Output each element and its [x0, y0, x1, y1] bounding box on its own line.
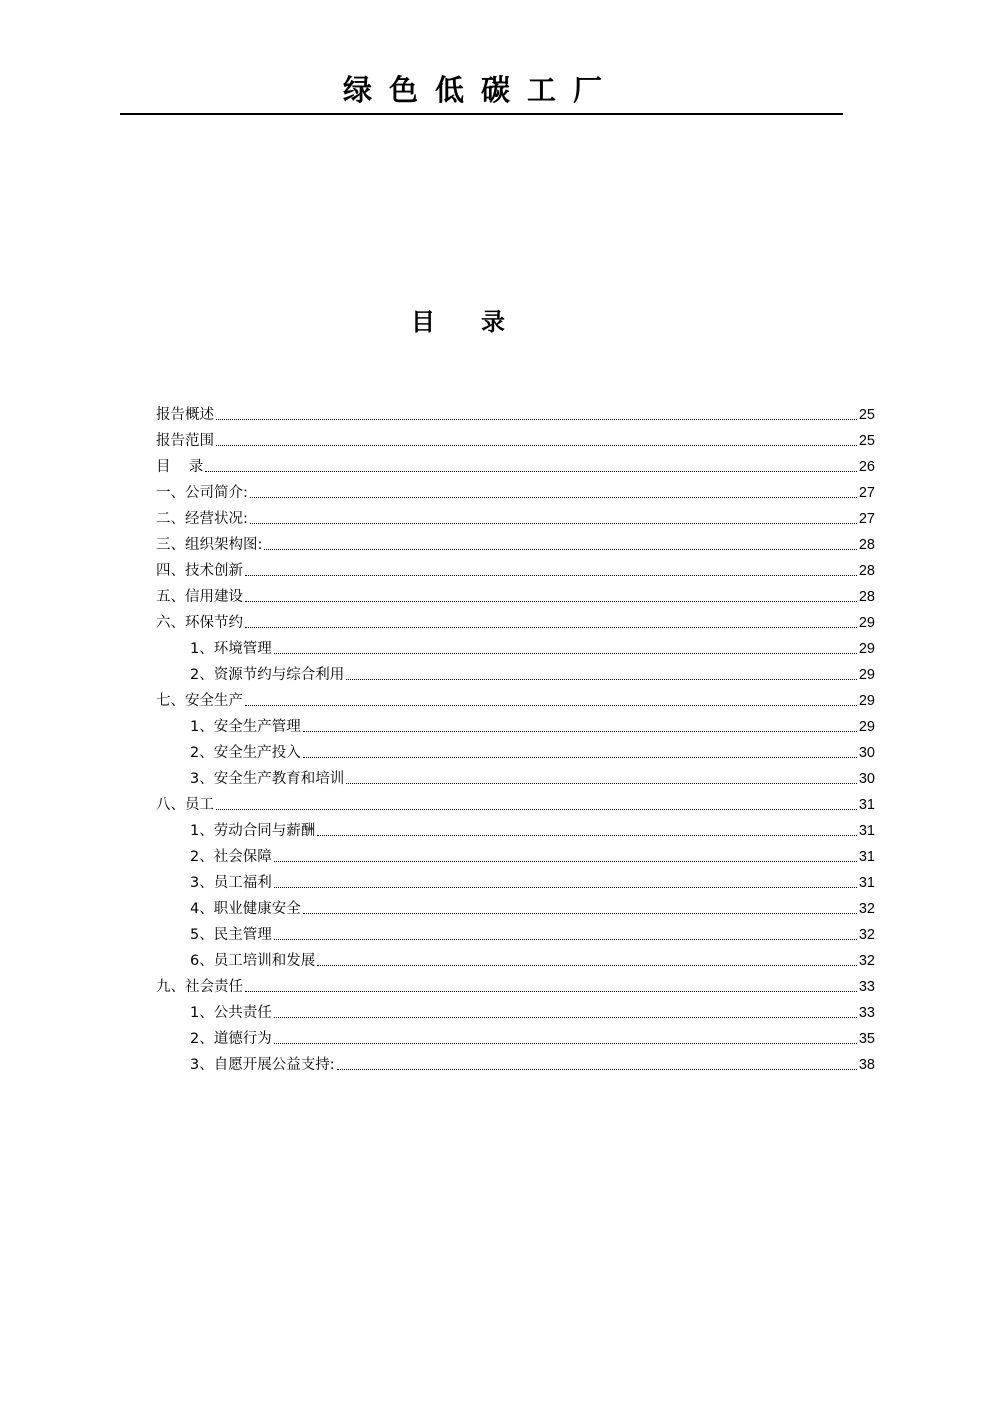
- toc-entry-page-number: 29: [858, 719, 875, 735]
- toc-entry-label: 八、员工: [156, 797, 214, 813]
- toc-entry-label: 5、民主管理: [190, 927, 272, 943]
- toc-entry[interactable]: [156, 710, 875, 736]
- toc-entry-page-number: 28: [858, 537, 875, 553]
- toc-dot-leader: [274, 1043, 857, 1044]
- toc-entry[interactable]: [156, 476, 875, 502]
- toc-entry-page-number: 31: [858, 849, 875, 865]
- toc-entry-page-number: 29: [858, 615, 875, 631]
- toc-entry[interactable]: [156, 580, 875, 606]
- toc-dot-leader: [216, 809, 857, 810]
- toc-entry-label: 2、资源节约与综合利用: [190, 667, 345, 683]
- toc-dot-leader: [245, 705, 857, 706]
- toc-entry[interactable]: [156, 398, 875, 424]
- toc-entry[interactable]: [156, 502, 875, 528]
- toc-entry-page-number: 29: [858, 641, 875, 657]
- toc-entry-page-number: 25: [858, 433, 875, 449]
- toc-entry[interactable]: [156, 814, 875, 840]
- document-header-title: 绿色低碳工厂: [342, 73, 619, 107]
- toc-entry-page-number: 30: [858, 745, 875, 761]
- toc-entry-label: 3、员工福利: [190, 875, 272, 891]
- toc-entry[interactable]: [156, 606, 875, 632]
- toc-dot-leader: [274, 653, 857, 654]
- toc-entry[interactable]: [156, 788, 875, 814]
- toc-dot-leader: [250, 497, 857, 498]
- toc-entry-label: 二、经营状况:: [156, 511, 248, 527]
- toc-dot-leader: [245, 627, 857, 628]
- toc-entry-label: 报告概述: [156, 407, 214, 423]
- toc-entry-label: 1、环境管理: [190, 641, 272, 657]
- toc-entry-label: 四、技术创新: [156, 563, 243, 579]
- toc-entry-page-number: 33: [858, 979, 875, 995]
- toc-entry-label: 一、公司简介:: [156, 485, 248, 501]
- toc-entry-label: 1、公共责任: [190, 1005, 272, 1021]
- toc-entry-page-number: 31: [858, 797, 875, 813]
- toc-heading: 目录: [411, 308, 551, 336]
- toc-entry[interactable]: [156, 840, 875, 866]
- toc-entry[interactable]: [156, 424, 875, 450]
- toc-dot-leader: [245, 991, 857, 992]
- toc-entry-label: 2、社会保障: [190, 849, 272, 865]
- toc-entry-page-number: 35: [858, 1031, 875, 1047]
- toc-dot-leader: [216, 445, 857, 446]
- toc-entry[interactable]: [156, 762, 875, 788]
- toc-entry-label: 6、员工培训和发展: [190, 953, 316, 969]
- header-divider: [120, 113, 843, 115]
- toc-dot-leader: [303, 757, 857, 758]
- toc-entry-page-number: 27: [858, 485, 875, 501]
- toc-dot-leader: [274, 1017, 857, 1018]
- toc-dot-leader: [317, 965, 857, 966]
- toc-entry-page-number: 32: [858, 901, 875, 917]
- toc-dot-leader: [274, 861, 857, 862]
- toc-dot-leader: [303, 913, 857, 914]
- toc-entry-page-number: 28: [858, 589, 875, 605]
- toc-dot-leader: [303, 731, 857, 732]
- toc-entry-page-number: 30: [858, 771, 875, 787]
- toc-entry-label: 报告范围: [156, 433, 214, 449]
- toc-entry[interactable]: [156, 1022, 875, 1048]
- toc-entry-label: 3、安全生产教育和培训: [190, 771, 345, 787]
- toc-entry[interactable]: [156, 528, 875, 554]
- toc-entry-page-number: 32: [858, 927, 875, 943]
- toc-dot-leader: [274, 887, 857, 888]
- toc-entry[interactable]: [156, 892, 875, 918]
- toc-entry[interactable]: [156, 736, 875, 762]
- toc-dot-leader: [337, 1069, 857, 1070]
- toc-entry-label: 七、安全生产: [156, 693, 243, 709]
- toc-entry-label: 目 录: [156, 459, 204, 475]
- toc-dot-leader: [216, 419, 857, 420]
- toc-dot-leader: [205, 471, 856, 472]
- toc-entry-label: 九、社会责任: [156, 979, 243, 995]
- toc-entry[interactable]: [156, 450, 875, 476]
- toc-entry[interactable]: [156, 554, 875, 580]
- toc-entry-label: 1、劳动合同与薪酬: [190, 823, 316, 839]
- toc-entry-page-number: 33: [858, 1005, 875, 1021]
- toc-entry[interactable]: [156, 684, 875, 710]
- toc-entry-label: 六、环保节约: [156, 615, 243, 631]
- toc-entry-page-number: 31: [858, 823, 875, 839]
- toc-entry-page-number: 26: [858, 459, 875, 475]
- toc-entry-page-number: 25: [858, 407, 875, 423]
- toc-entry[interactable]: [156, 918, 875, 944]
- toc-dot-leader: [346, 679, 857, 680]
- toc-dot-leader: [245, 601, 857, 602]
- toc-entry[interactable]: [156, 1048, 875, 1074]
- toc-entry-label: 4、职业健康安全: [190, 901, 301, 917]
- toc-entry-label: 2、道德行为: [190, 1031, 272, 1047]
- toc-entry-page-number: 28: [858, 563, 875, 579]
- toc-entry[interactable]: [156, 658, 875, 684]
- toc-dot-leader: [250, 523, 857, 524]
- toc-entry-label: 1、安全生产管理: [190, 719, 301, 735]
- toc-entry-label: 2、安全生产投入: [190, 745, 301, 761]
- toc-dot-leader: [346, 783, 857, 784]
- toc-entry-page-number: 32: [858, 953, 875, 969]
- toc-entry-page-number: 29: [858, 667, 875, 683]
- toc-dot-leader: [317, 835, 857, 836]
- toc-entry-label: 3、自愿开展公益支持:: [190, 1057, 335, 1073]
- toc-entry-page-number: 31: [858, 875, 875, 891]
- toc-entry-page-number: 29: [858, 693, 875, 709]
- toc-entry[interactable]: [156, 866, 875, 892]
- toc-dot-leader: [274, 939, 857, 940]
- toc-entry-page-number: 27: [858, 511, 875, 527]
- toc-dot-leader: [264, 549, 856, 550]
- toc-entry-label: 三、组织架构图:: [156, 537, 263, 553]
- toc-dot-leader: [245, 575, 857, 576]
- toc-entry-label: 五、信用建设: [156, 589, 243, 605]
- toc-entry[interactable]: [156, 970, 875, 996]
- toc-entry[interactable]: [156, 632, 875, 658]
- toc-entry[interactable]: [156, 944, 875, 970]
- table-of-contents: [156, 398, 875, 1074]
- toc-entry-page-number: 38: [858, 1057, 875, 1073]
- toc-entry[interactable]: [156, 996, 875, 1022]
